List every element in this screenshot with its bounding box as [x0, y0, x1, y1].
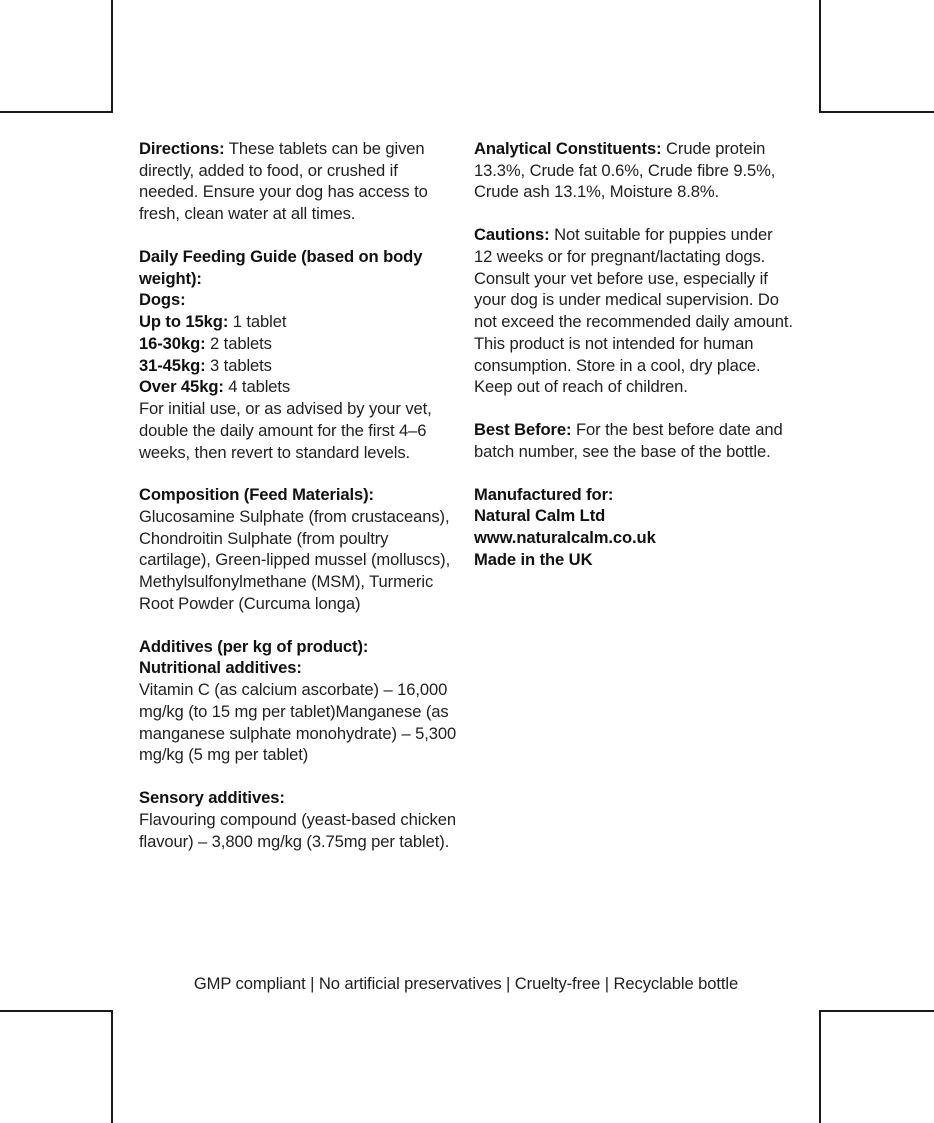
nutritional-additives-heading: Nutritional additives: — [139, 658, 302, 678]
label-footer-claims: GMP compliant | No artificial preservatives | Cruelty-free | Recyclable bottle — [193, 974, 739, 993]
manufacturer-website[interactable]: www.naturalcalm.co.uk — [474, 528, 656, 548]
additives-heading: Additives (per kg of product): — [139, 636, 369, 656]
manufacturer-block — [474, 484, 794, 571]
dose-amount: 3 tablets — [205, 355, 272, 375]
sensory-additives-heading: Sensory additives: — [139, 788, 285, 808]
feeding-guide-block — [139, 246, 459, 463]
dieline-top-right-vertical — [819, 0, 821, 113]
best-before-text: For the best before date and batch number, see the base of the bottle. — [474, 420, 783, 461]
directions-block — [139, 138, 459, 225]
nutritional-additives-text: Vitamin C (as calcium ascorbate) – 16,000 mg/kg (to 15 mg per tablet)Manganese (as manganese sulphate monohydrate) – 5,300 mg/kg (5 mg per tablet) — [139, 680, 457, 765]
analytical-constituents-label: Analytical Constituents: — [474, 139, 662, 158]
dieline-top-left-horizontal — [0, 111, 112, 113]
cautions-text: Not suitable for puppies under 12 weeks or for pregnant/lactating dogs. Consult your vet before use, especially if your dog is under medical supervision. Do not exceed the recommended daily amount. This product is not intended for human consumption. Store in a cool, dry place. Keep out of reach of children. — [474, 225, 793, 397]
label-columns — [139, 138, 793, 852]
dose-amount: 1 tablet — [228, 312, 287, 332]
feeding-guide-heading: Daily Feeding Guide (based on body weight): — [139, 246, 423, 288]
additives-block — [139, 636, 459, 766]
cautions-block — [474, 224, 794, 398]
manufacturer-company-name: Natural Calm Ltd — [474, 506, 606, 526]
dose-row — [139, 376, 459, 398]
dose-amount: 4 tablets — [223, 377, 291, 397]
analytical-constituents-block — [474, 138, 794, 203]
composition-heading: Composition (Feed Materials): — [139, 485, 374, 505]
manufacturer-line-prefix: Manufactured for: — [474, 484, 614, 504]
dieline-top-right-horizontal — [819, 111, 934, 113]
directions-text: These tablets can be given directly, added to food, or crushed if needed. Ensure your dog has access to fresh, clean water at all times. — [139, 139, 428, 224]
best-before-label: Best Before: — [474, 420, 572, 440]
label-back-panel — [113, 0, 819, 1123]
manufacturer-origin: Made in the UK — [474, 549, 593, 569]
dieline-bottom-left-horizontal — [0, 1010, 112, 1012]
sensory-additives-block — [139, 787, 459, 852]
dose-row — [139, 333, 459, 355]
dose-weight: 16-30kg: — [139, 333, 206, 353]
dieline-bottom-right-vertical — [819, 1010, 821, 1123]
feeding-guide-species-heading: Dogs: — [139, 290, 186, 310]
label-column-right — [474, 138, 794, 570]
feeding-guide-note: For initial use, or as advised by your vet, double the daily amount for the first 4–6 weeks, then revert to standard levels. — [139, 399, 432, 462]
cautions-label: Cautions: — [474, 225, 550, 245]
label-column-left — [139, 138, 459, 852]
directions-label: Directions: — [139, 139, 225, 158]
best-before-block — [474, 419, 794, 462]
dose-row — [139, 355, 459, 377]
composition-text: Glucosamine Sulphate (from crustaceans), Chondroitin Sulphate (from poultry cartilage), Green-lipped mussel (molluscs), Methylsulfonylmethane (MSM), Turmeric Root Powder (Curcuma longa) — [139, 507, 451, 613]
analytical-constituents-text: Crude protein 13.3%, Crude fat 0.6%, Crude fibre 9.5%, Crude ash 13.1%, Moisture 8.8%. — [474, 139, 776, 202]
dose-weight: 31-45kg: — [139, 355, 206, 375]
composition-block — [139, 484, 459, 614]
dose-weight: Over 45kg: — [139, 377, 224, 397]
dose-weight: Up to 15kg: — [139, 312, 229, 332]
dieline-bottom-right-horizontal — [819, 1010, 934, 1012]
dose-row — [139, 311, 459, 333]
dose-amount: 2 tablets — [205, 333, 272, 353]
sensory-additives-text: Flavouring compound (yeast-based chicken flavour) – 3,800 mg/kg (3.75mg per tablet). — [139, 809, 456, 851]
